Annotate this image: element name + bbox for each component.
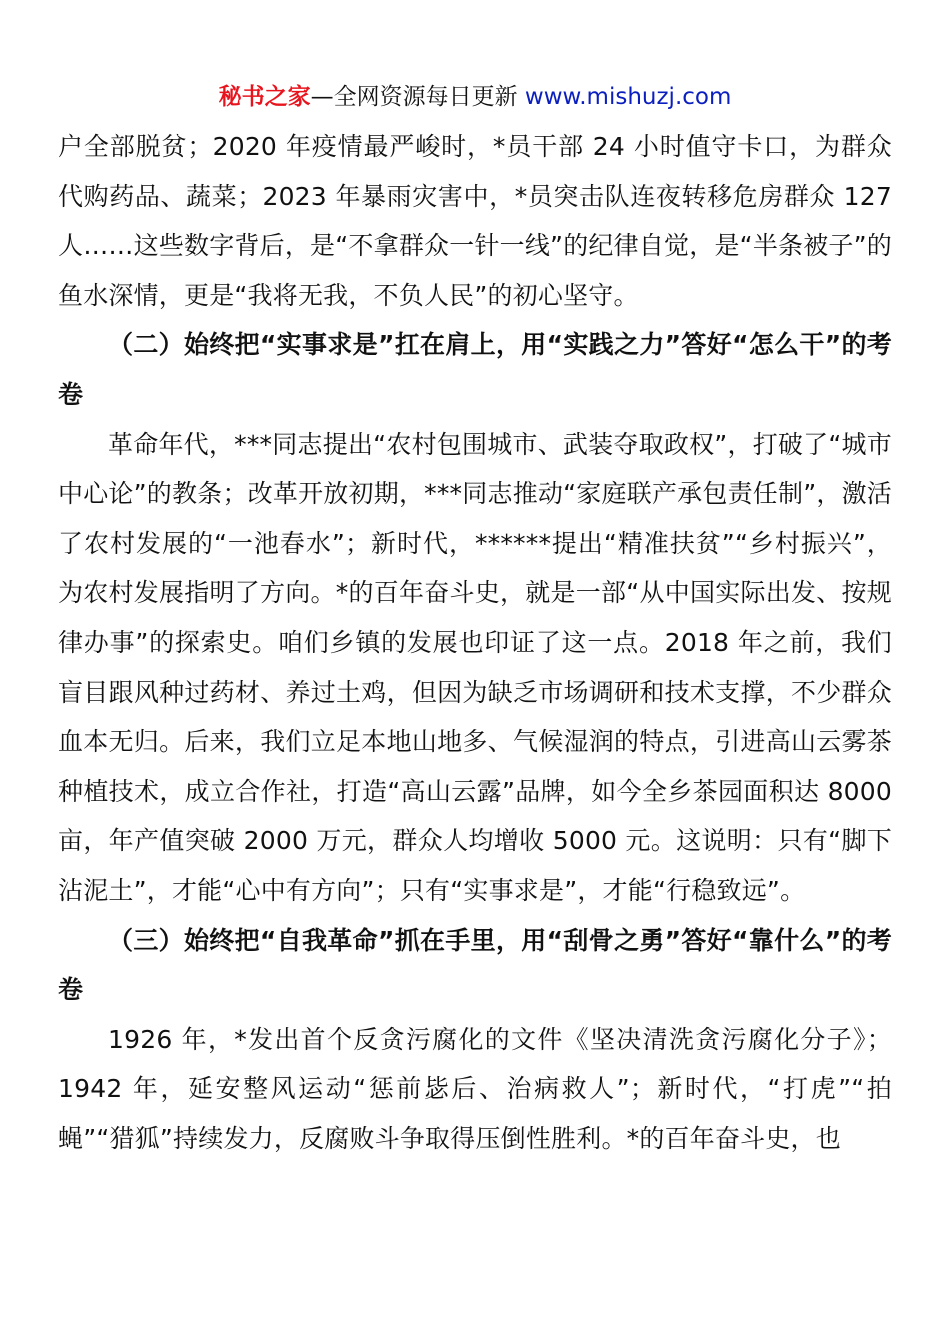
document-body xyxy=(58,122,892,1163)
watermark-header xyxy=(0,80,950,114)
paragraph: 革命年代，***同志提出“农村包围城市、武装夺取政权”，打破了“城市中心论”的教条；改革开放初期，***同志推动“家庭联产承包责任制”，激活了农村发展的“一池春水”；新时代，******提出“精准扶贫”“乡村振兴”，为农村发展指明了方向。*的百年奋斗史，就是一部“从中国实际出发、按规律办事”的探索史。咱们乡镇的发展也印证了这一点。2018 年之前，我们盲目跟风种过药材、养过土鸡，但因为缺乏市场调研和技术支撑，不少群众血本无归。后来，我们立足本地山地多、气候湿润的特点，引进高山云雾茶种植技术，成立合作社，打造“高山云露”品牌，如今全乡茶园面积达 8000 亩，年产值突破 2000 万元，群众人均增收 5000 元。这说明：只有“脚下沾泥土”，才能“心中有方向”；只有“实事求是”，才能“行稳致远”。 xyxy=(58,429,892,905)
paragraph: 1926 年，*发出首个反贪污腐化的文件《坚决清洗贪污腐化分子》；1942 年，延安整风运动“惩前毖后、治病救人”；新时代，“打虎”“拍蝇”“猎狐”持续发力，反腐败斗争取得压倒性胜利。*的百年奋斗史，也 xyxy=(58,1024,892,1153)
header-slogan: —全网资源每日更新 xyxy=(310,84,525,110)
paragraph-continued: 户全部脱贫；2020 年疫情最严峻时，*员干部 24 小时值守卡口，为群众代购药品、蔬菜；2023 年暴雨灾害中，*员突击队连夜转移危房群众 127 人……这些数字背后，是“不拿群众一针一线”的纪律自觉，是“半条被子”的鱼水深情，更是“我将无我，不负人民”的初心坚守。 xyxy=(58,132,892,310)
brand-name: 秘书之家 xyxy=(218,84,311,110)
section-heading-2: （二）始终把“实事求是”扛在肩上，用“实践之力”答好“怎么干”的考卷 xyxy=(58,330,892,409)
section-heading-3: （三）始终把“自我革命”抓在手里，用“刮骨之勇”答好“靠什么”的考卷 xyxy=(58,925,892,1005)
site-url[interactable]: www.mishuzj.com xyxy=(524,84,732,110)
